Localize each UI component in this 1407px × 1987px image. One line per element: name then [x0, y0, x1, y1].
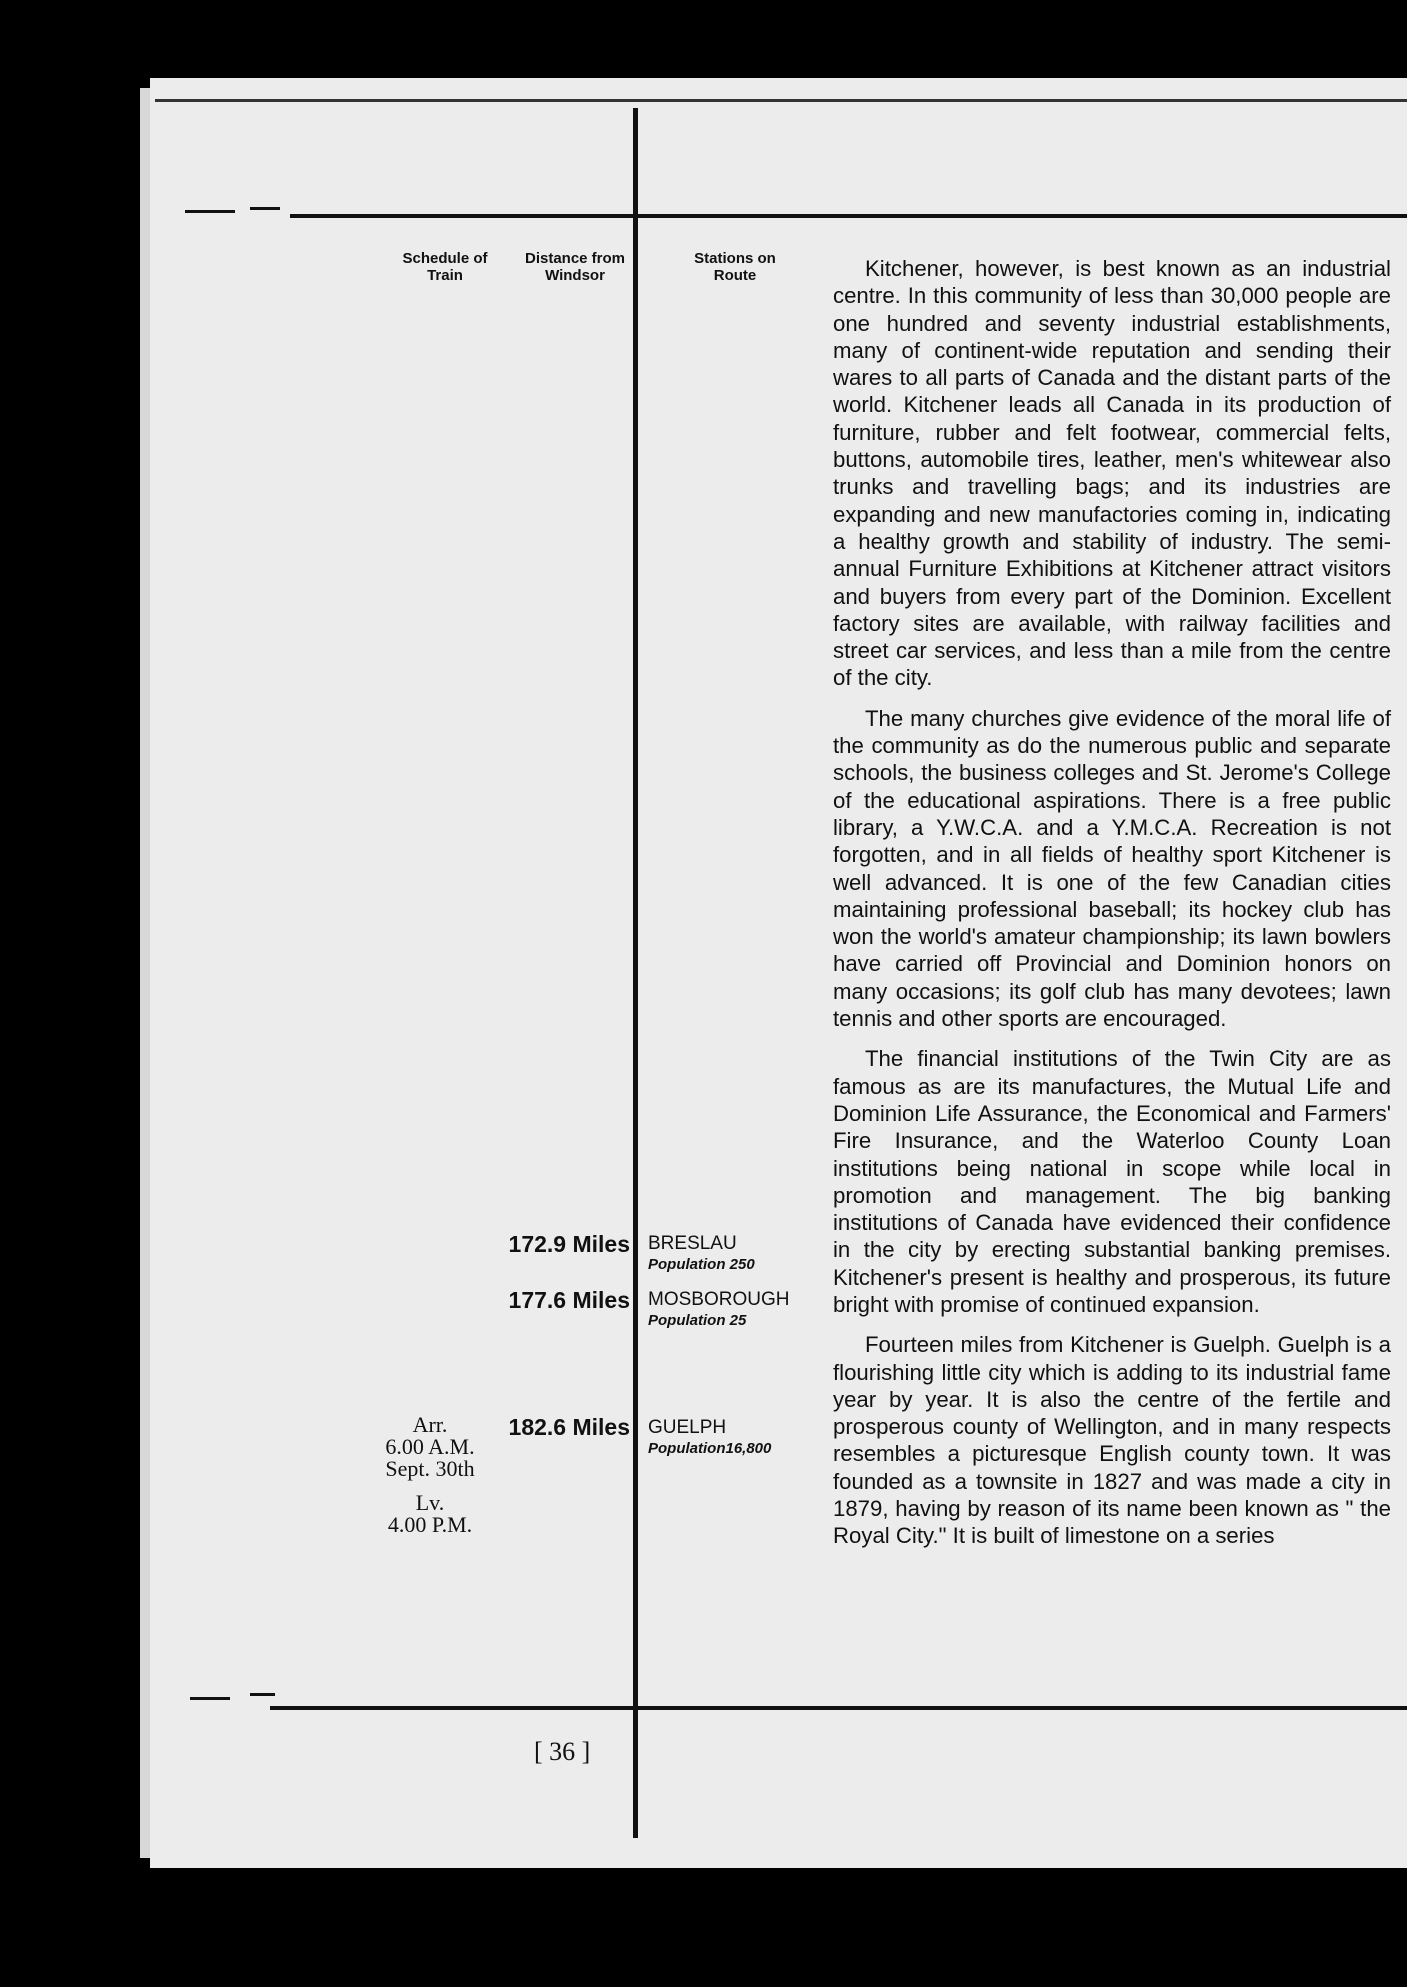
- paragraph: The financial institutions of the Twin City are as famous as are its manufactures, the Mutual Life and Dominion Life Assurance, the Economical and Farmers' Fire Insurance, and the Waterloo County Loan institutions being national in scope while local in promotion and management. The big banking institutions of Canada have evidenced their confidence in the city by erecting substantial banking premises. Kitchener's present is healthy and prosperous, its future bright with promise of continued expansion.: [833, 1046, 1391, 1317]
- station-name: GUELPH: [648, 1417, 727, 1438]
- arrival-time: 6.00 A.M.: [385, 1434, 475, 1459]
- schedule-header-line2: Train: [427, 267, 463, 284]
- schedule-date: Sept. 30th: [385, 1456, 475, 1481]
- page-number: [ 36 ]: [534, 1737, 591, 1766]
- station-population: Population16,800: [648, 1440, 772, 1457]
- arrival-label: Arr.: [412, 1412, 448, 1437]
- schedule-header-line1: Schedule of: [402, 250, 488, 267]
- station-distance: 177.6 Miles: [508, 1287, 630, 1313]
- paragraph: Kitchener, however, is best known as an industrial centre. In this community of less than 30,000 people are one hundred and seventy industrial establishments, many of continent-wide reputation and sending their wares to all parts of Canada and the distant parts of the world. Kitchener leads all Canada in its production of furniture, rubber and felt footwear, commercial felts, buttons, automobile tires, leather, men's whitewear also trunks and travelling bags; and its industries are expanding and new manufactories coming in, indicating a healthy growth and stability of industry. The semi-annual Furniture Exhibitions at Kitchener attract visitors and buyers from every part of the Dominion. Excellent factory sites are available, with railway facilities and street car services, and less than a mile from the centre of the city.: [833, 256, 1391, 691]
- schedule-header: [385, 250, 505, 284]
- margin-dash: [185, 210, 235, 213]
- station-name: BRESLAU: [648, 1233, 737, 1254]
- margin-dash: [250, 1693, 275, 1696]
- station-entry: [648, 1233, 755, 1274]
- top-border-rule: [155, 99, 1407, 102]
- station-population: Population 25: [648, 1312, 747, 1329]
- train-schedule: [360, 1414, 500, 1536]
- margin-dash: [190, 1697, 230, 1700]
- station-distance: 182.6 Miles: [508, 1414, 630, 1440]
- footer-rule: [270, 1706, 1407, 1710]
- distance-header-line1: Distance from: [524, 250, 626, 267]
- paragraph: Fourteen miles from Kitchener is Guelph. Guelph is a flourishing little city which is adding to its industrial fame year by year. It is also the centre of the fertile and prosperous county of Wellington, and in many respects resembles a picturesque English county town. It was founded as a townsite in 1827 and was made a city in 1879, having by reason of its name been known as " the Royal City." It is built of limestone on a series: [833, 1332, 1391, 1549]
- margin-dash: [250, 207, 280, 210]
- stations-header-line2: Route: [713, 267, 757, 284]
- paragraph: The many churches give evidence of the moral life of the community as do the numerous public and separate schools, the business colleges and St. Jerome's College of the educational aspirations. There is a free public library, a Y.W.C.A. and a Y.M.C.A. Recreation is not forgotten, and in all fields of healthy sport Kitchener is well advanced. It is one of the few Canadian cities maintaining professional baseball; its hockey club has won the world's amateur championship; its lawn bowlers have carried off Provincial and Dominion honors on many occasions; its golf club has many devotees; lawn tennis and other sports are encouraged.: [833, 705, 1391, 1032]
- distance-header-line2: Windsor: [545, 267, 605, 284]
- station-name: MOSBOROUGH: [648, 1289, 790, 1310]
- column-divider: [633, 108, 638, 1838]
- header-rule: [290, 214, 1407, 218]
- article-body: [833, 255, 1391, 1563]
- station-distance: 172.9 Miles: [508, 1231, 630, 1257]
- stations-header-line1: Stations on: [694, 250, 776, 267]
- station-population: Population 250: [648, 1256, 755, 1273]
- stations-header: [670, 250, 800, 284]
- departure-label: Lv.: [415, 1490, 445, 1515]
- station-entry: [648, 1289, 789, 1330]
- departure-time: 4.00 P.M.: [387, 1512, 473, 1537]
- distance-header: [510, 250, 640, 284]
- station-entry: [648, 1417, 771, 1458]
